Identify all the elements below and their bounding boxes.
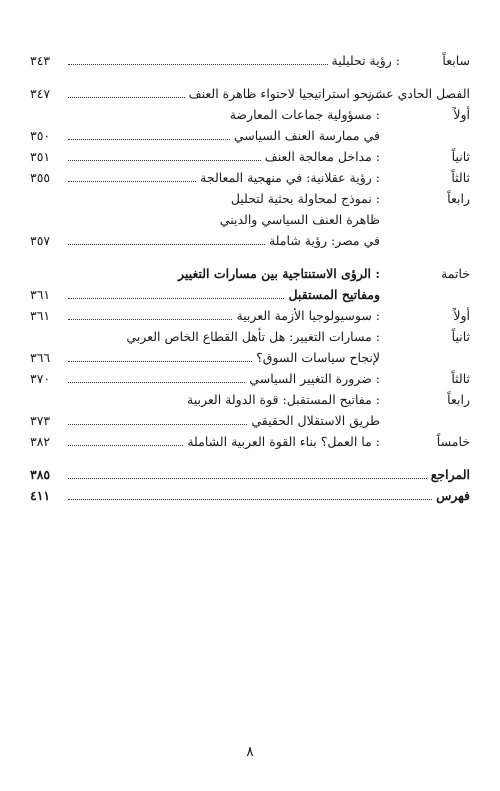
dot-leader (68, 373, 245, 383)
entry-page: ٣٨٥ (30, 467, 51, 482)
entry-label: ثانياً (451, 149, 470, 164)
entry-label: أولاً (453, 308, 470, 323)
entry-page: ٣٥١ (30, 149, 51, 164)
dot-leader (68, 352, 252, 362)
dot-leader (68, 55, 328, 65)
entry-page: ٣٥٧ (30, 233, 51, 248)
entry-page: ٣٤٧ (30, 86, 51, 101)
toc-entry (30, 326, 470, 347)
dot-leader (68, 151, 261, 161)
entry-label: سابعاً (442, 53, 470, 68)
entry-title: ومفاتيح المستقبل (288, 287, 380, 302)
entry-title: في ممارسة العنف السياسي (233, 128, 380, 143)
toc-entry (30, 188, 470, 209)
toc-entry (30, 50, 470, 71)
entry-page: ٤١١ (30, 488, 51, 503)
entry-page: ٣٤٣ (30, 53, 51, 68)
dot-leader (68, 130, 230, 140)
table-of-contents (30, 50, 470, 506)
dot-leader (68, 310, 232, 320)
toc-entry (30, 146, 470, 167)
toc-entry (30, 410, 470, 431)
dot-leader (68, 235, 265, 245)
entry-page: ٣٥٥ (30, 170, 51, 185)
toc-entry (30, 263, 470, 284)
toc-entry (30, 167, 470, 188)
entry-title: المراجع (430, 467, 470, 482)
dot-leader (68, 88, 185, 98)
entry-page: ٣٦٦ (30, 350, 51, 365)
toc-entry (30, 389, 470, 410)
entry-title: لإنجاح سياسات السوق؟ (256, 350, 380, 365)
entry-title: : مداخل معالجة العنف (264, 149, 380, 164)
entry-title: في مصر: رؤية شاملة (268, 233, 380, 248)
entry-title: : ما العمل؟ بناء القوة العربية الشاملة (187, 434, 380, 449)
entry-title: : سوسيولوجيا الأزمة العربية (236, 308, 380, 323)
entry-label: ثالثاً (451, 371, 470, 386)
toc-entry (30, 230, 470, 251)
entry-page: ٣٦١ (30, 308, 51, 323)
dot-leader (68, 289, 284, 299)
entry-title: طريق الاستقلال الحقيقي (251, 413, 380, 428)
toc-entry (30, 125, 470, 146)
toc-entry-index (30, 485, 470, 506)
dot-leader (68, 415, 247, 425)
entry-page: ٣٨٢ (30, 434, 51, 449)
page-number: ٨ (246, 744, 254, 760)
toc-entry (30, 209, 470, 230)
entry-title: : رؤية عقلانية: في منهجية المعالجة (200, 170, 380, 185)
entry-title: : نموذج لمحاولة بحثية لتحليل (230, 191, 380, 206)
dot-leader (68, 490, 432, 500)
entry-page: ٣٧٣ (30, 413, 51, 428)
dot-leader (68, 172, 196, 182)
entry-title: : الرؤى الاستنتاجية بين مسارات التغيير (178, 266, 380, 281)
entry-title: : مسؤولية جماعات المعارضة (229, 107, 380, 122)
entry-label: ثانياً (451, 329, 470, 344)
toc-entry-references (30, 464, 470, 485)
entry-title: : مفاتيح المستقبل: قوة الدولة العربية (187, 392, 380, 407)
entry-title: : نحو استراتيجيا لاحتواء ظاهرة العنف (188, 86, 380, 101)
toc-entry (30, 104, 470, 125)
entry-page: ٣٧٠ (30, 371, 51, 386)
entry-title: ظاهرة العنف السياسي والديني (219, 212, 380, 227)
toc-entry (30, 284, 470, 305)
entry-title: : رؤية تحليلية (331, 53, 400, 68)
toc-entry (30, 368, 470, 389)
toc-entry (30, 83, 470, 104)
toc-entry (30, 305, 470, 326)
dot-leader (68, 436, 183, 446)
dot-leader (68, 469, 427, 479)
entry-title: : ضرورة التغيير السياسي (249, 371, 380, 386)
toc-entry (30, 347, 470, 368)
entry-page: ٣٦١ (30, 287, 51, 302)
entry-title: : مسارات التغيير: هل تأهل القطاع الخاص العربي (126, 329, 380, 344)
entry-label: الفصل الحادي عشر (368, 86, 470, 101)
entry-page: ٣٥٠ (30, 128, 51, 143)
entry-title: فهرس (436, 488, 470, 503)
entry-label: أولاً (453, 107, 470, 122)
entry-label: رابعاً (447, 191, 470, 206)
entry-label: خامساً (436, 434, 470, 449)
toc-entry (30, 431, 470, 452)
entry-label: خاتمة (441, 266, 470, 281)
entry-label: ثالثاً (451, 170, 470, 185)
entry-label: رابعاً (447, 392, 470, 407)
